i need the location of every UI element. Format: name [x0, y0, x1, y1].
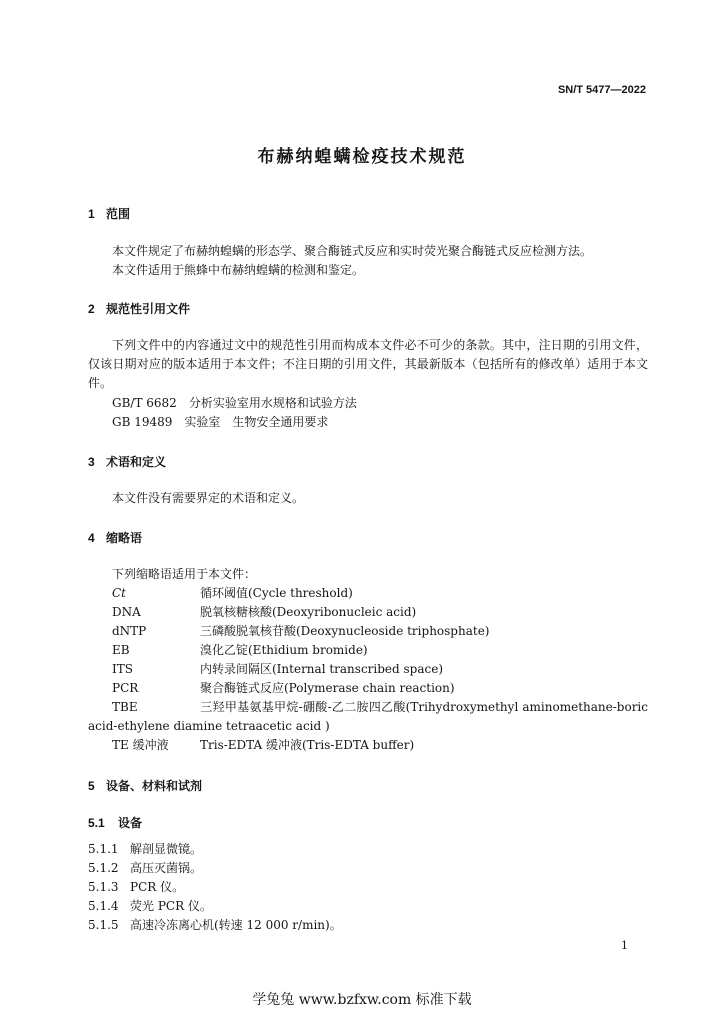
section-number: 4 — [88, 531, 95, 545]
abbreviation-term: DNA — [112, 605, 141, 619]
item-text: 荧光 PCR 仪。 — [130, 899, 212, 913]
item-number: 5.1.1 — [88, 842, 119, 856]
abbreviation-definition: 三磷酸脱氧核苷酸(Deoxynucleoside triphosphate) — [200, 624, 490, 638]
abbreviation-definition: 循环阈值(Cycle threshold) — [200, 586, 353, 600]
equipment-item — [88, 859, 648, 878]
abbreviation-definition: Tris-EDTA 缓冲液(Tris-EDTA buffer) — [200, 738, 415, 752]
abbreviation-item — [88, 736, 648, 755]
section-number: 5 — [88, 779, 95, 793]
item-number: 5.1.2 — [88, 861, 119, 875]
section-title: 术语和定义 — [106, 455, 167, 469]
footer-watermark: 学兔兔 www.bzfxw.com 标准下载 — [252, 992, 472, 1008]
section-heading-equipment — [88, 777, 648, 795]
item-number: 5.1.5 — [88, 918, 119, 932]
section-title: 规范性引用文件 — [106, 302, 191, 316]
reference-title: 实验室 生物安全通用要求 — [184, 415, 329, 429]
standard-code: SN/T 5477—2022 — [557, 84, 646, 96]
scope-paragraph: 本文件规定了布赫纳蝗螨的形态学、聚合酶链式反应和实时荧光聚合酶链式反应检测方法。 — [112, 244, 593, 258]
equipment-list — [88, 840, 648, 935]
section-title: 设备、材料和试剂 — [106, 779, 203, 793]
page-number: 1 — [621, 939, 628, 952]
subsection-heading-equipment — [88, 814, 648, 832]
section-number: 3 — [88, 455, 95, 469]
abbreviation-item — [88, 584, 648, 603]
scope-paragraph: 本文件适用于熊蜂中布赫纳蝗螨的检测和鉴定。 — [112, 263, 365, 277]
abbreviation-item — [88, 660, 648, 679]
section-title: 缩略语 — [106, 531, 143, 545]
abbreviation-term: TBE — [112, 700, 138, 714]
abbreviation-definition: 脱氧核糖核酸(Deoxyribonucleic acid) — [200, 605, 417, 619]
item-number: 5.1.4 — [88, 899, 119, 913]
abbreviation-item — [88, 622, 648, 641]
abbreviation-term: dNTP — [112, 624, 147, 638]
section-heading-references — [88, 300, 648, 318]
abbreviation-item — [88, 603, 648, 622]
equipment-item — [88, 916, 648, 935]
references-intro: 下列文件中的内容通过文中的规范性引用而构成本文件必不可少的条款。其中，注日期的引用文件，仅该日期对应的版本适用于本文件；不注日期的引用文件，其最新版本（包括所有的修改单）适用于本文件。 — [88, 338, 648, 390]
subsection-number: 5.1 — [88, 816, 105, 830]
item-text: 高压灭菌锅。 — [130, 861, 203, 875]
reference-code: GB 19489 — [112, 415, 173, 429]
section-heading-abbreviations — [88, 529, 648, 547]
abbreviation-definition: 内转录间隔区(Internal transcribed space) — [200, 662, 444, 676]
abbreviation-item — [88, 698, 648, 736]
reference-entry — [88, 394, 672, 413]
abbreviation-list — [88, 584, 648, 755]
abbreviation-term: TE 缓冲液 — [112, 738, 169, 752]
abbreviation-term: ITS — [112, 662, 133, 676]
section-heading-scope — [88, 205, 648, 223]
subsection-title: 设备 — [118, 816, 143, 830]
abbreviation-term: Ct — [112, 586, 127, 600]
document-title: 布赫纳蝗螨检疫技术规范 — [257, 147, 467, 166]
item-text: 解剖显微镜。 — [130, 842, 203, 856]
item-text: 高速冷冻离心机(转速 12 000 r/min)。 — [130, 918, 342, 932]
abbreviation-definition: 三羟甲基氨基甲烷-硼酸-乙二胺四乙酸(Trihydroxymethyl aminomethane-boric acid-ethylene diamine tetraacetic acid ) — [88, 700, 648, 733]
item-text: PCR 仪。 — [130, 880, 185, 894]
abbreviation-item — [88, 679, 648, 698]
terms-text: 本文件没有需要界定的术语和定义。 — [112, 491, 305, 505]
abbreviation-definition: 溴化乙锭(Ethidium bromide) — [200, 643, 368, 657]
abbreviation-term: PCR — [112, 681, 139, 695]
equipment-item — [88, 878, 648, 897]
abbreviation-definition: 聚合酶链式反应(Polymerase chain reaction) — [200, 681, 455, 695]
equipment-item — [88, 840, 648, 859]
reference-entry — [88, 413, 672, 432]
equipment-item — [88, 897, 648, 916]
section-heading-terms — [88, 453, 648, 471]
reference-title: 分析实验室用水规格和试验方法 — [188, 396, 357, 410]
section-number: 1 — [88, 207, 95, 221]
abbreviation-term: EB — [112, 643, 130, 657]
abbreviation-item — [88, 641, 648, 660]
item-number: 5.1.3 — [88, 880, 119, 894]
reference-code: GB/T 6682 — [112, 396, 177, 410]
abbreviations-intro: 下列缩略语适用于本文件： — [112, 567, 257, 581]
section-number: 2 — [88, 302, 95, 316]
section-title: 范围 — [106, 207, 131, 221]
